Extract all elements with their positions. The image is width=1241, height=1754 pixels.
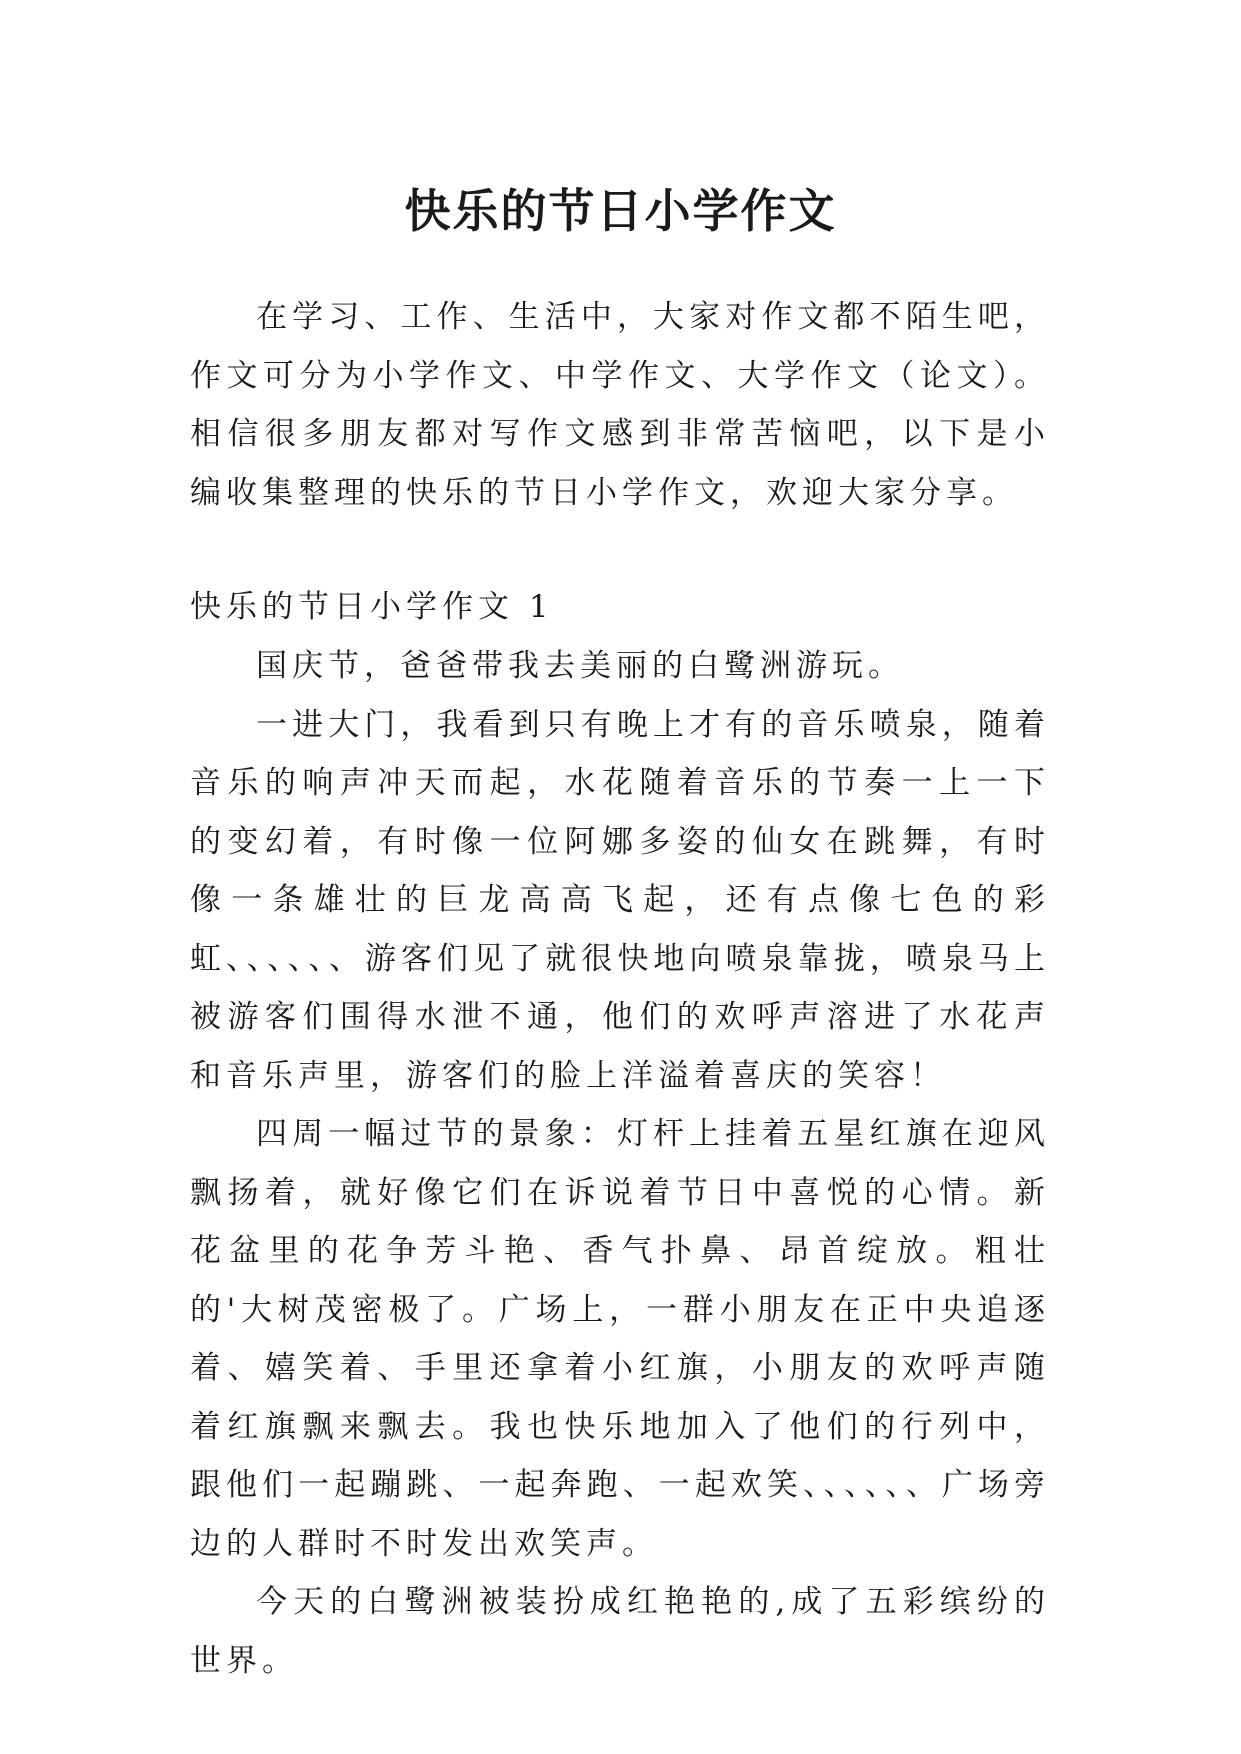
document-title: 快乐的节日小学作文 bbox=[404, 183, 837, 238]
essay-paragraph: 一进大门，我看到只有晚上才有的音乐喷泉，随着音乐的响声冲天而起，水花随着音乐的节奏一上一下的变幻着，有时像一位阿娜多姿的仙女在跳舞，有时像一条雄壮的巨龙高高飞起，还有点像七色的彩虹、、、、、、游客们见了就很快地向喷泉靠拢，喷泉马上被游客们围得水泄不通，他们的欢呼声溶进了水花声和音乐声里，游客们的脸上洋溢着喜庆的笑容！ bbox=[190, 706, 1050, 1094]
section-heading: 快乐的节日小学作文 1 bbox=[190, 589, 554, 625]
essay-paragraph: 四周一幅过节的景象：灯杆上挂着五星红旗在迎风飘扬着，就好像它们在诉说着节日中喜悦的心情。新花盆里的花争芳斗艳、香气扑鼻、昂首绽放。粗壮的'大树茂密极了。广场上，一群小朋友在正中央追逐着、嬉笑着、手里还拿着小红旗，小朋友的欢呼声随着红旗飘来飘去。我也快乐地加入了他们的行列中，跟他们一起蹦跳、一起奔跑、一起欢笑、、、、、、广场旁边的人群时不时发出欢笑声。 bbox=[190, 1116, 1050, 1562]
essay-body bbox=[190, 637, 1050, 1690]
essay-paragraph: 今天的白鹭洲被装扮成红艳艳的,成了五彩缤纷的世界。 bbox=[190, 1584, 1050, 1679]
intro-paragraph: 在学习、工作、生活中，大家对作文都不陌生吧，作文可分为小学作文、中学作文、大学作文（论文）。相信很多朋友都对写作文感到非常苦恼吧，以下是小编收集整理的快乐的节日小学作文，欢迎大家分享。 bbox=[190, 299, 1050, 511]
essay-paragraph: 国庆节，爸爸带我去美丽的白鹭洲游玩。 bbox=[256, 648, 904, 684]
